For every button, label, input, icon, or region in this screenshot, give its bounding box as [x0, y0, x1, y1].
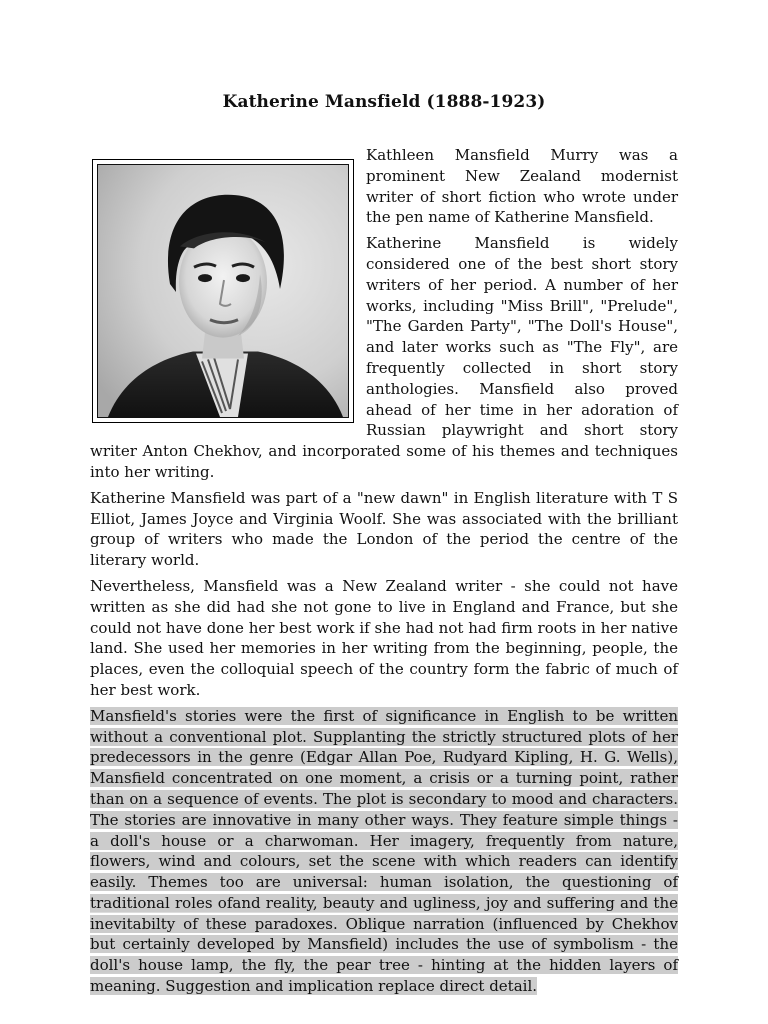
highlighted-text: Mansfield's stories were the first of significance in English to be written without a conventional plot. Supplanting the strictly structured plots of her predecessors in the genre (Edgar Allan Poe, Rudyard Kipling, H. G. Wells), Mansfield concentrated on one moment, a crisis or a turning point, rather than on a sequence of events. The plot is secondary to mood and characters. The stories are innovative in many other ways. They feature simple things - a doll's house or a charwoman. Her imagery, frequently from nature, flowers, wind and colours, set the scene with which readers can identify easily. Themes too are universal: human isolation, the questioning of traditional roles ofand reality, beauty and ugliness, joy and suffering and the inevitabilty of these paradoxes. Oblique narration (influenced by Chekhov but certainly developed by Mansfield) includes the use of symbolism - the doll's house lamp, the fly, the pear tree - hinting at the hidden layers of meaning. Suggestion and implication replace direct detail.	[90, 706, 678, 996]
bottom-rule	[90, 912, 678, 913]
page-title: Katherine Mansfield (1888-1923)	[222, 92, 546, 112]
paragraph-1: Kathleen Mansfield Murry was a prominent New Zealand modernist writer of short fiction who wrote under the pen name of Katherine Mansfield.	[366, 146, 678, 227]
article-body	[90, 145, 678, 1002]
portrait-photo	[97, 164, 349, 418]
paragraph-4: Nevertheless, Mansfield was a New Zealand writer - she could not have written as she did had she not gone to live in England and France, but she could not have done her best work if she had not had firm roots in her native land. She used her memories in her writing from the beginning, people, the places, even the colloquial speech of the country form the fabric of much of her best work.	[90, 576, 678, 699]
paragraph-2: Katherine Mansfield is widely considered one of the best short story writers of her period. A number of her works, including "Miss Brill", "Prelude", "The Garden Party", "The Doll's House", and later works such as "The Fly", are frequently collected in short story anthologies. Mansfield also proved ahead of her time in her adoration of Russian playwright and short story writer Anton Chekhov, and incorporated some of his themes and techniques into her writing.	[90, 234, 678, 481]
portrait-frame	[92, 159, 354, 423]
paragraph-3: Katherine Mansfield was part of a "new dawn" in English literature with T S Elliot, James Joyce and Virginia Woolf. She was associated with the brilliant group of writers who made the London of the period the centre of the literary world.	[90, 488, 678, 570]
paragraph-5-highlighted	[90, 706, 678, 997]
